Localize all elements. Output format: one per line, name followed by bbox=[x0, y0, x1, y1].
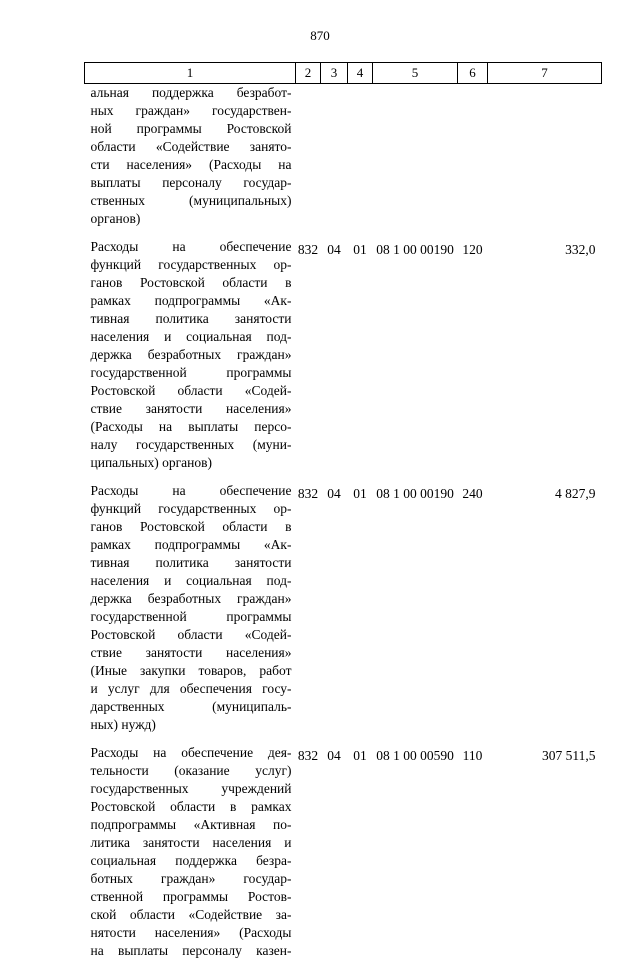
row-description bbox=[85, 482, 296, 744]
description-line: социальная поддержка безра- bbox=[90, 853, 292, 868]
target-article-code: 08 1 00 00190 bbox=[376, 242, 454, 257]
description-line: населения и социальная под- bbox=[90, 329, 292, 344]
description-line: функций государственных ор- bbox=[90, 501, 292, 516]
table-row bbox=[85, 238, 602, 482]
admin-code: 832 bbox=[297, 486, 319, 501]
table-row bbox=[85, 84, 602, 239]
expense-type-code: 240 bbox=[462, 486, 483, 501]
description-line: и услуг для обеспечения госу- bbox=[90, 681, 292, 696]
description-line: Ростовской области «Содей- bbox=[90, 627, 292, 642]
description-line: населения и социальная под- bbox=[90, 573, 292, 588]
amount: 307 511,5 bbox=[542, 748, 596, 763]
page-number: 870 bbox=[310, 28, 330, 43]
description-line: функций государственных ор- bbox=[90, 257, 292, 272]
description-line: дарственных (муниципаль- bbox=[90, 699, 292, 714]
column-header-1: 1 bbox=[85, 63, 296, 84]
description-line: (Иные закупки товаров, работ bbox=[90, 663, 292, 678]
description-line: ганов Ростовской области в bbox=[90, 519, 292, 534]
description-line: Расходы на обеспечение bbox=[90, 483, 292, 498]
description-line: ственных (муниципальных) bbox=[90, 193, 292, 208]
row-description bbox=[85, 744, 296, 970]
target-article-code: 08 1 00 00590 bbox=[376, 748, 454, 763]
admin-code: 832 bbox=[297, 242, 319, 257]
target-article-code: 08 1 00 00190 bbox=[376, 486, 454, 501]
description-line: на выплаты персоналу казен- bbox=[90, 943, 292, 958]
description-line: держка безработных граждан» bbox=[90, 347, 292, 362]
table-row bbox=[85, 744, 602, 970]
column-header-7: 7 bbox=[488, 63, 602, 84]
expense-type-code: 120 bbox=[462, 242, 483, 257]
description-line: ствие занятости населения» bbox=[90, 645, 292, 660]
amount: 4 827,9 bbox=[555, 486, 596, 501]
admin-code bbox=[296, 84, 321, 239]
budget-table bbox=[84, 62, 602, 970]
target-article-code bbox=[373, 84, 458, 239]
description-line: ствие занятости населения» bbox=[90, 401, 292, 416]
column-header-5: 5 bbox=[373, 63, 458, 84]
description-line: ных граждан» государствен- bbox=[90, 103, 292, 118]
section-code: 04 bbox=[327, 748, 341, 763]
description-line: нятости населения» (Расходы bbox=[90, 925, 292, 940]
column-header-3: 3 bbox=[321, 63, 348, 84]
description-line: государственной программы bbox=[90, 609, 292, 624]
amount: 332,0 bbox=[565, 242, 596, 257]
description-line: выплаты персоналу государ- bbox=[90, 175, 292, 190]
description-line: Расходы на обеспечение bbox=[90, 239, 292, 254]
section-code: 04 bbox=[327, 242, 341, 257]
description-line: тельности (оказание услуг) bbox=[90, 763, 292, 778]
admin-code: 832 bbox=[297, 748, 319, 763]
description-line: держка безработных граждан» bbox=[90, 591, 292, 606]
description-line: ской области «Содействие за- bbox=[90, 907, 292, 922]
description-line: Расходы на обеспечение дея- bbox=[90, 745, 292, 760]
description-line: (Расходы на выплаты персо- bbox=[90, 419, 292, 434]
description-line: ципальных) органов) bbox=[90, 455, 212, 470]
description-line: подпрограммы «Активная по- bbox=[90, 817, 292, 832]
description-line: органов) bbox=[90, 211, 141, 226]
description-line: ганов Ростовской области в bbox=[90, 275, 292, 290]
expense-type-code bbox=[458, 84, 488, 239]
subsection-code: 01 bbox=[353, 486, 367, 501]
description-line: тивная политика занятости bbox=[90, 555, 292, 570]
row-description bbox=[85, 238, 296, 482]
subsection-code: 01 bbox=[353, 242, 367, 257]
description-line: рамках подпрограммы «Ак- bbox=[90, 537, 292, 552]
row-description bbox=[85, 84, 296, 239]
description-line: ной программы Ростовской bbox=[90, 121, 292, 136]
description-line: налу государственных (муни- bbox=[90, 437, 292, 452]
section-code bbox=[321, 84, 348, 239]
column-header-4: 4 bbox=[348, 63, 373, 84]
column-header-2: 2 bbox=[296, 63, 321, 84]
description-line: альная поддержка безработ- bbox=[90, 85, 292, 100]
description-line: ных) нужд) bbox=[90, 717, 156, 732]
subsection-code bbox=[348, 84, 373, 239]
description-line: литика занятости населения и bbox=[90, 835, 292, 850]
expense-type-code: 110 bbox=[462, 748, 483, 763]
description-line: тивная политика занятости bbox=[90, 311, 292, 326]
description-line: сти населения» (Расходы на bbox=[90, 157, 292, 172]
amount bbox=[488, 84, 602, 239]
table-row bbox=[85, 482, 602, 744]
description-line: ственной программы Ростов- bbox=[90, 889, 292, 904]
column-header-6: 6 bbox=[458, 63, 488, 84]
description-line: государственной программы bbox=[90, 365, 292, 380]
description-line: Ростовской области «Содей- bbox=[90, 383, 292, 398]
description-line: рамках подпрограммы «Ак- bbox=[90, 293, 292, 308]
section-code: 04 bbox=[327, 486, 341, 501]
description-line: государственных учреждений bbox=[90, 781, 292, 796]
description-line: ботных граждан» государ- bbox=[90, 871, 292, 886]
table-header-row bbox=[85, 63, 602, 84]
description-line: области «Содействие занято- bbox=[90, 139, 292, 154]
description-line: Ростовской области в рамках bbox=[90, 799, 292, 814]
subsection-code: 01 bbox=[353, 748, 367, 763]
